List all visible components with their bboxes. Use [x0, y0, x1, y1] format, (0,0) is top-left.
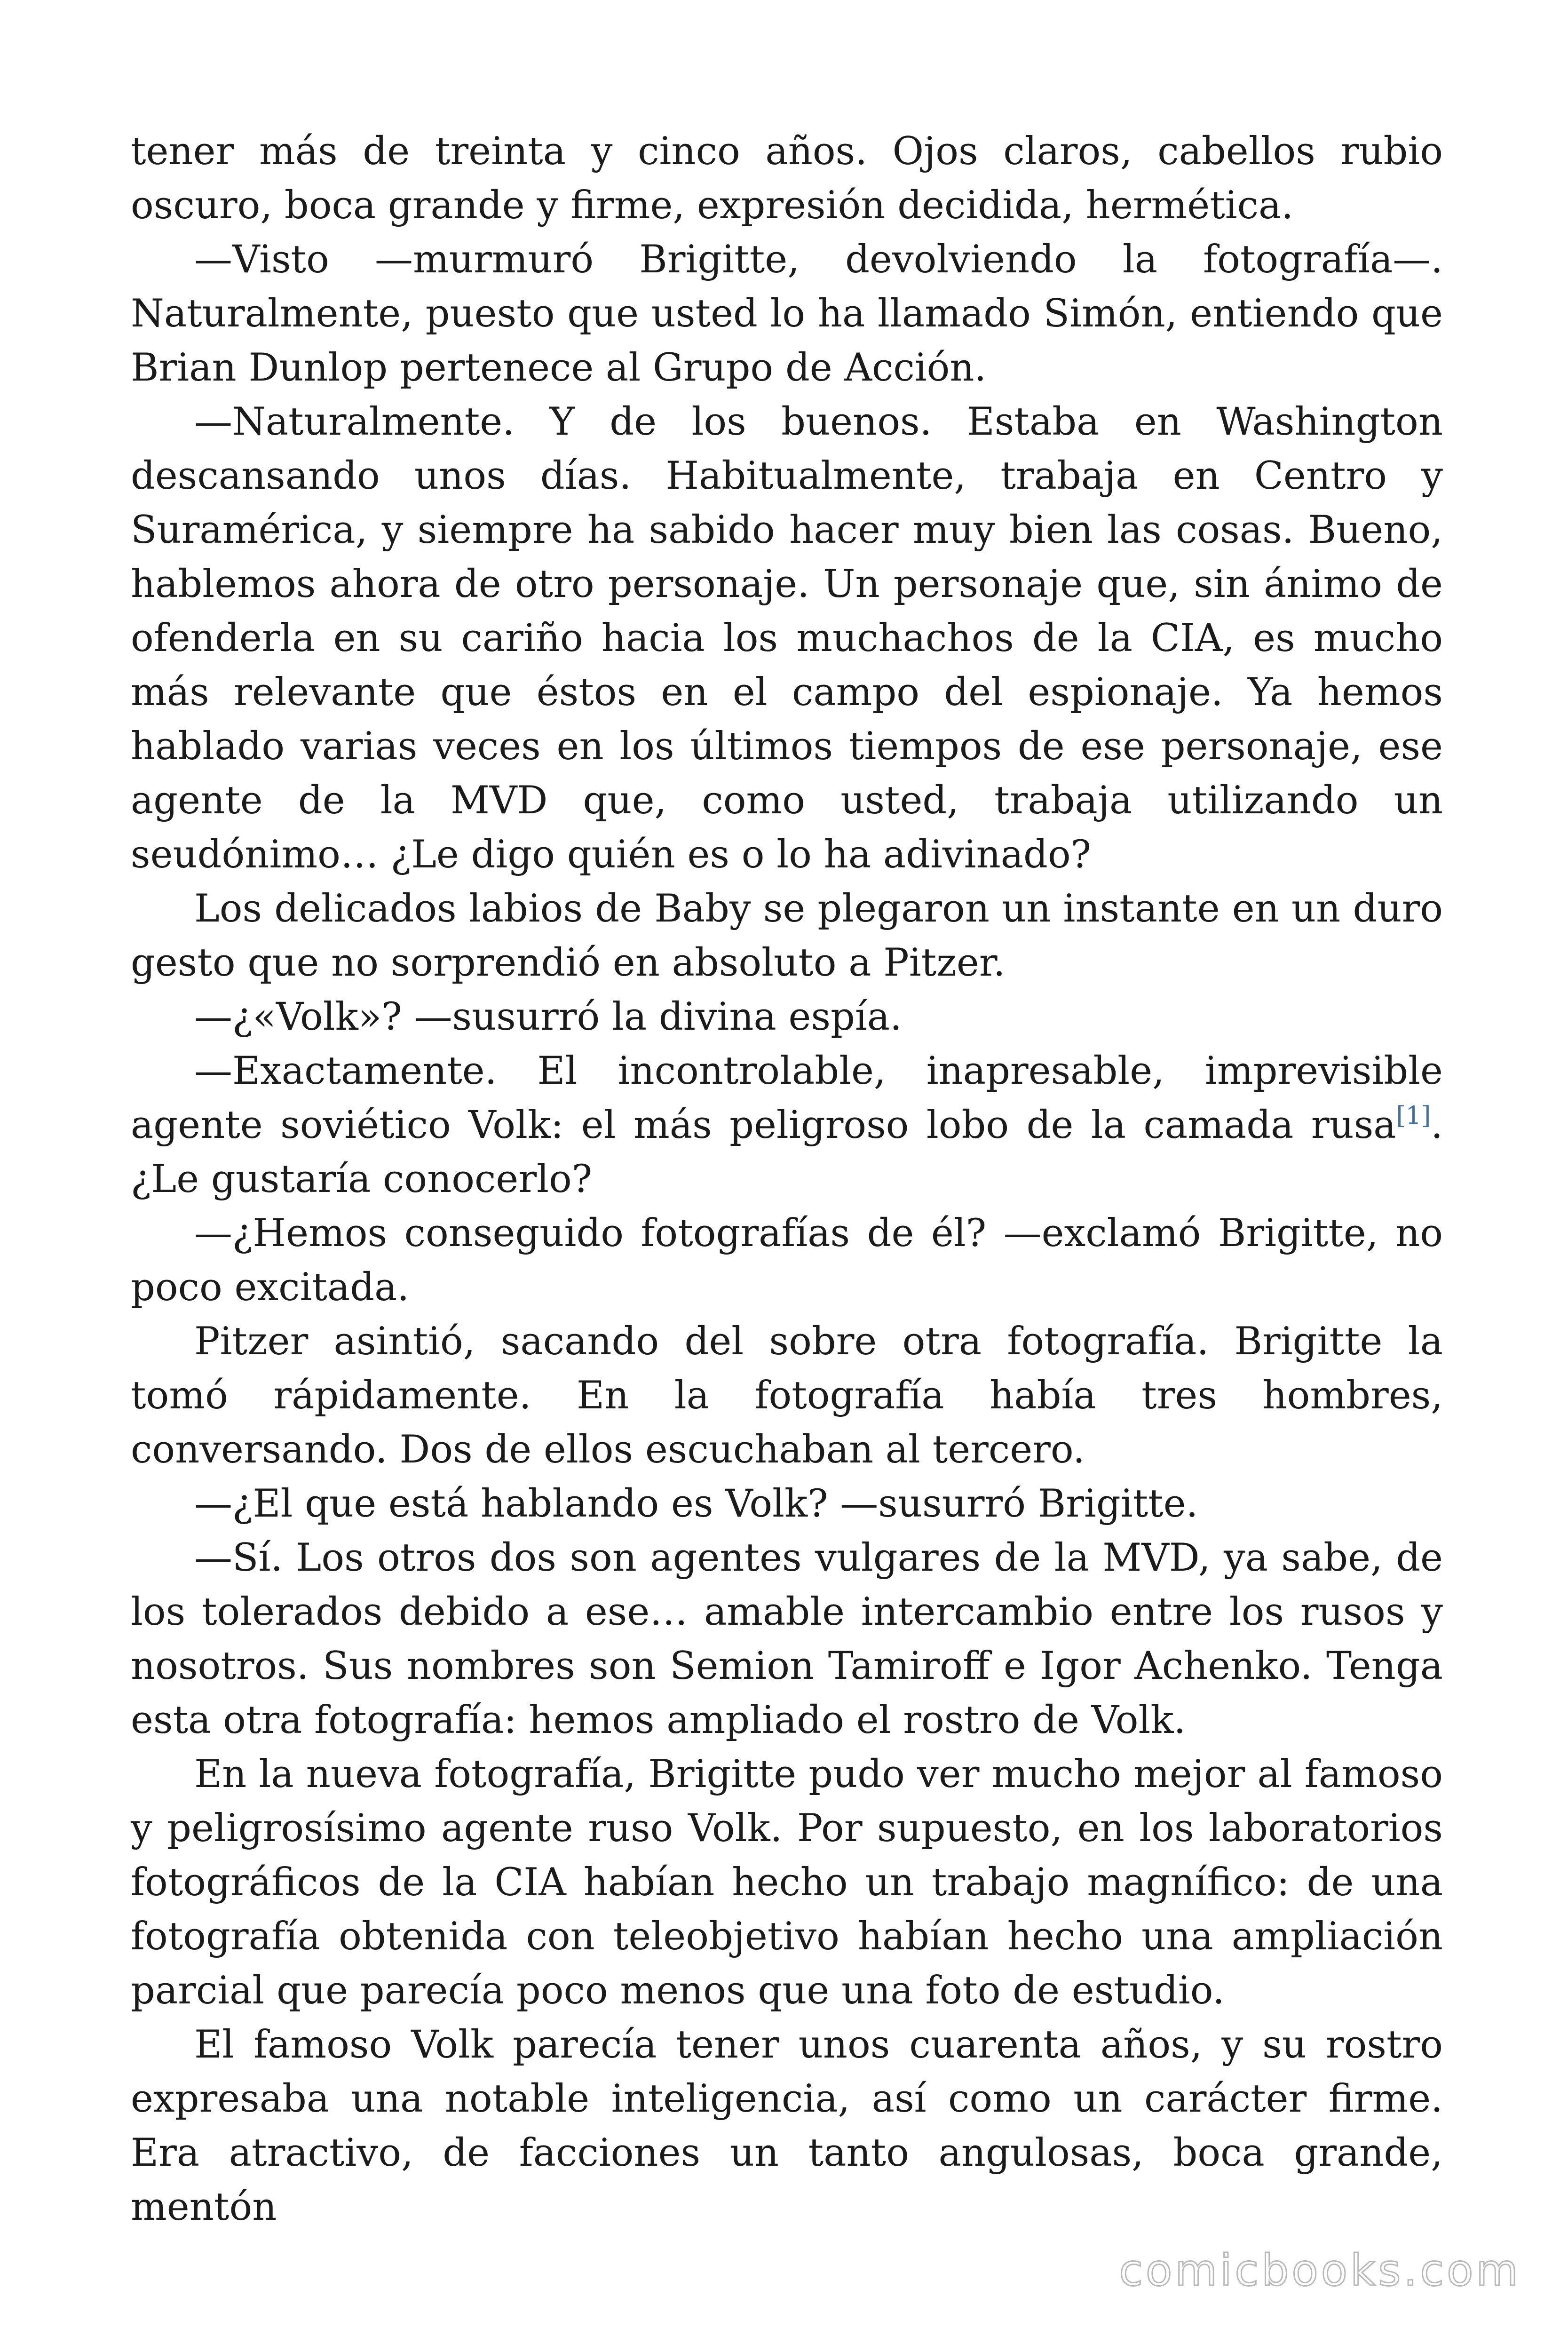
watermark: comicbooks.com: [1119, 2245, 1521, 2296]
paragraph: —Naturalmente. Y de los buenos. Estaba en Washington descansando unos días. Habitualmente, trabaja en Centro y Suramérica, y siempre ha sabido hacer muy bien las cosas. Bueno, hablemos ahora de otro personaje. Un personaje que, sin ánimo de ofenderla en su cariño hacia los muchachos de la CIA, es mucho más relevante que éstos en el campo del espionaje. Ya hemos hablado varias veces en los últimos tiempos de ese personaje, ese agente de la MVD que, como usted, trabaja utilizando un seudónimo… ¿Le digo quién es o lo ha adivinado?: [131, 400, 1443, 877]
paragraph-with-footnote: [131, 1044, 1443, 1207]
paragraph: Pitzer asintió, sacando del sobre otra fotografía. Brigitte la tomó rápidamente. En la fotografía había tres hombres, conversando. Dos de ellos escuchaban al tercero.: [131, 1319, 1443, 1472]
paragraph: En la nueva fotografía, Brigitte pudo ver mucho mejor al famoso y peligrosísimo agente ruso Volk. Por supuesto, en los laboratorios fotográficos de la CIA habían hecho un trabajo magnífico: de una fotografía obtenida con teleobjetivo habían hecho una ampliación parcial que parecía poco menos que una foto de estudio.: [131, 1752, 1443, 2013]
footnote-link[interactable]: [1]: [1396, 1102, 1431, 1130]
paragraph: —Sí. Los otros dos son agentes vulgares de la MVD, ya sabe, de los tolerados debido a ese… amable intercambio entre los rusos y nosotros. Sus nombres son Semion Tamiroff e Igor Achenko. Tenga esta otra fotografía: hemos ampliado el rostro de Volk.: [131, 1536, 1443, 1742]
paragraph-text: . ¿Le gustaría conocerlo?: [131, 1103, 1443, 1201]
paragraph-text: —Exactamente. El incontrolable, inapresable, imprevisible agente soviético Volk: el más peligroso lobo de la camada rusa: [131, 1049, 1443, 1147]
book-page: [131, 125, 1443, 2234]
paragraph: —¿Hemos conseguido fotografías de él? —exclamó Brigitte, no poco excitada.: [131, 1211, 1443, 1310]
paragraph: —¿El que está hablando es Volk? —susurró Brigitte.: [194, 1482, 1198, 1526]
paragraph: —Visto —murmuró Brigitte, devolviendo la fotografía—. Naturalmente, puesto que usted lo ha llamado Simón, entiendo que Brian Dunlop pertenece al Grupo de Acción.: [131, 238, 1443, 390]
paragraph: Los delicados labios de Baby se plegaron un instante en un duro gesto que no sorprendió en absoluto a Pitzer.: [131, 887, 1443, 985]
paragraph: tener más de treinta y cinco años. Ojos claros, cabellos rubio oscuro, boca grande y firme, expresión decidida, hermética.: [131, 129, 1443, 228]
paragraph: El famoso Volk parecía tener unos cuarenta años, y su rostro expresaba una notable inteligencia, así como un carácter firme. Era atractivo, de facciones un tanto angulosas, boca grande, mentón: [131, 2023, 1443, 2229]
paragraph: —¿«Volk»? —susurró la divina espía.: [194, 995, 902, 1039]
